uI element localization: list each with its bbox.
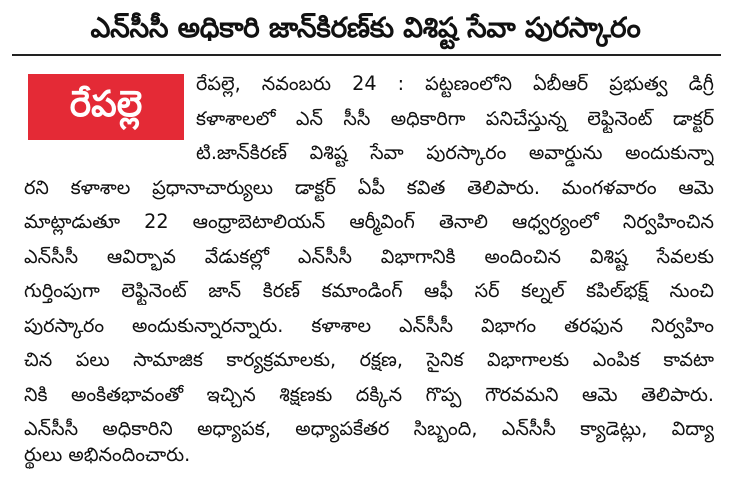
body-line: పురస్కారం అందుకున్నారన్నారు. కళాశాల ఎన్‌సీసీ విభాగం తరఫున నిర్వహిం <box>24 314 714 337</box>
article-headline: ఎన్‌సీసీ అధికారి జాన్‌కిరణ్‌కు విశిష్ట సేవా పురస్కారం <box>90 11 641 44</box>
body-line: ఎన్‌సీసీ ఆవిర్భావ వేడుకల్లో ఎన్‌సీసీ విభాగానికి అందించిన విశిష్ట సేవలకు <box>24 245 714 268</box>
body-line: మాట్లాడుతూ 22 ఆంధ్రాబెటాలియన్ ఆర్మీవింగ్ తెనాలి ఆధ్వర్యంలో నిర్వహించిన <box>24 210 714 233</box>
body-line: ఎన్‌సీసీ అధికారిని అధ్యాపక, అధ్యాపకేతర సిబ్బంది, ఎన్‌సీసీ క్యాడెట్లు, విద్యా <box>24 417 714 440</box>
body-line: ర్థులు అభినందించారు. <box>24 443 191 466</box>
body-line: కళాశాలలో ఎన్ సీసీ అధికారిగా పనిచేస్తున్న లెఫ్టినెంట్ డాక్టర్ <box>196 107 714 130</box>
body-line: రేపల్లె, నవంబరు 24 : పట్టణంలోని ఏబీఆర్ ప్రభుత్వ డిగ్రీ <box>196 72 714 95</box>
body-line: రని కళాశాల ప్రధానాచార్యులు డాక్టర్ ఏపీ కవిత తెలిపారు. మంగళవారం ఆమె <box>24 176 714 199</box>
body-line: టి.జాన్‌కిరణ్ విశిష్ట సేవా పురస్కారం అవార్డును అందుకున్నా <box>196 141 714 164</box>
body-line: గుర్తింపుగా లెఫ్టినెంట్ జాన్ కిరణ్ కమాండింగ్ ఆఫీ సర్ కల్నల్ కపిల్‌భక్ష్ నుంచి <box>24 279 714 302</box>
body-line: చిన పలు సామాజిక కార్యక్రమాలకు, రక్షణ, సైనిక విభాగాలకు ఎంపిక కావటా <box>24 348 714 371</box>
body-line: నికి అంకితభావంతో ఇచ్చిన శిక్షణకు దక్కిన గొప్ప గౌరవమని ఆమె తెలిపారు. <box>24 383 714 406</box>
headline-divider <box>12 54 721 56</box>
dateline-badge: రేపల్లె <box>28 74 184 140</box>
